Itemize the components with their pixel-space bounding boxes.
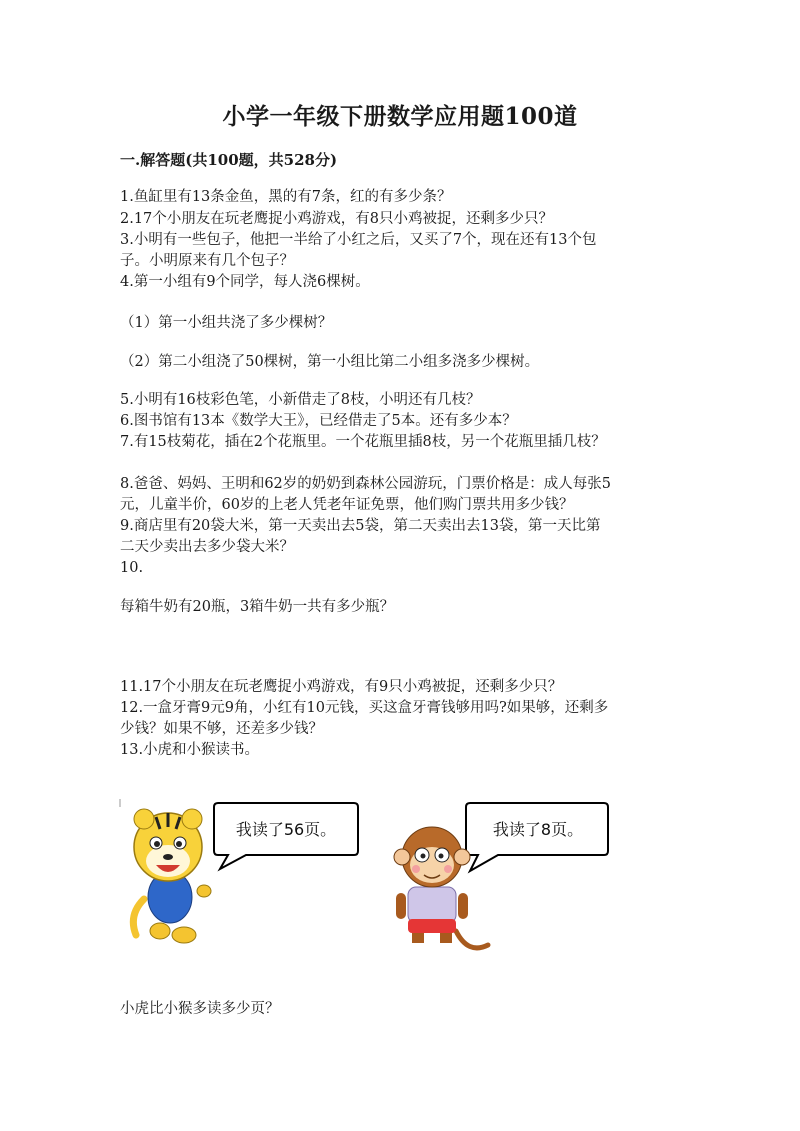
page-title: 小学一年级下册数学应用题100道 bbox=[222, 103, 578, 130]
question-5: 5.小明有16枝彩色笔，小新借走了8枝，小明还有几枝？ bbox=[120, 392, 481, 408]
question-2: 2.17个小朋友在玩老鹰捉小鸡游戏，有8只小鸡被捉，还剩多少只？ bbox=[120, 211, 554, 227]
section-heading: 一.解答题(共100题，共528分) bbox=[120, 151, 338, 169]
question-3-line-1: 3.小明有一些包子，他把一半给了小红之后，又买了7个，现在还有13个包 bbox=[120, 232, 597, 248]
question-3-line-2: 子。小明原来有几个包子？ bbox=[120, 253, 294, 269]
question-10: 10. bbox=[120, 560, 144, 576]
question-7: 7.有15枝菊花，插在2个花瓶里。一个花瓶里插8枝，另一个花瓶里插几枝？ bbox=[120, 434, 606, 450]
question-4-part-1: （1）第一小组共浇了多少棵树？ bbox=[120, 315, 333, 331]
tiger-monkey-illustration bbox=[118, 795, 618, 955]
question-4: 4.第一小组有9个同学，每人浇6棵树。 bbox=[120, 274, 370, 290]
question-6: 6.图书馆有13本《数学大王》，已经借走了5本。还有多少本？ bbox=[120, 413, 517, 429]
tiger-speech-text: 我读了56页。 bbox=[235, 820, 337, 839]
question-4-part-2: （2）第二小组浇了50棵树，第一小组比第二小组多浇多少棵树。 bbox=[120, 354, 540, 370]
question-11: 11.17个小朋友在玩老鹰捉小鸡游戏，有9只小鸡被捉，还剩多少只？ bbox=[120, 679, 563, 695]
question-9-line-1: 9.商店里有20袋大米，第一天卖出去5袋，第二天卖出去13袋，第一天比第 bbox=[120, 518, 601, 534]
monkey-speech-bubble bbox=[466, 803, 608, 871]
question-9-line-2: 二天少卖出去多少袋大米？ bbox=[120, 539, 294, 555]
question-12-line-1: 12.一盒牙膏9元9角，小红有10元钱，买这盒牙膏钱够用吗?如果够，还剩多 bbox=[120, 700, 609, 716]
question-12-line-2: 少钱？如果不够，还差多少钱？ bbox=[120, 721, 323, 737]
question-10-text: 每箱牛奶有20瓶，3箱牛奶一共有多少瓶？ bbox=[120, 599, 395, 615]
question-13-text: 小虎比小猴多读多少页？ bbox=[120, 1001, 280, 1017]
tiger-speech-bubble bbox=[214, 803, 358, 869]
question-13: 13.小虎和小猴读书。 bbox=[120, 742, 260, 758]
question-1: 1.鱼缸里有13条金鱼，黑的有7条，红的有多少条？ bbox=[120, 189, 452, 205]
question-8-line-2: 元，儿童半价，60岁的上老人凭老年证免票，他们购门票共用多少钱？ bbox=[120, 497, 574, 513]
question-8-line-1: 8.爸爸、妈妈、王明和62岁的奶奶到森林公园游玩，门票价格是：成人每张5 bbox=[120, 476, 612, 492]
tiger-icon bbox=[133, 809, 211, 943]
monkey-speech-text: 我读了8页。 bbox=[492, 820, 584, 839]
